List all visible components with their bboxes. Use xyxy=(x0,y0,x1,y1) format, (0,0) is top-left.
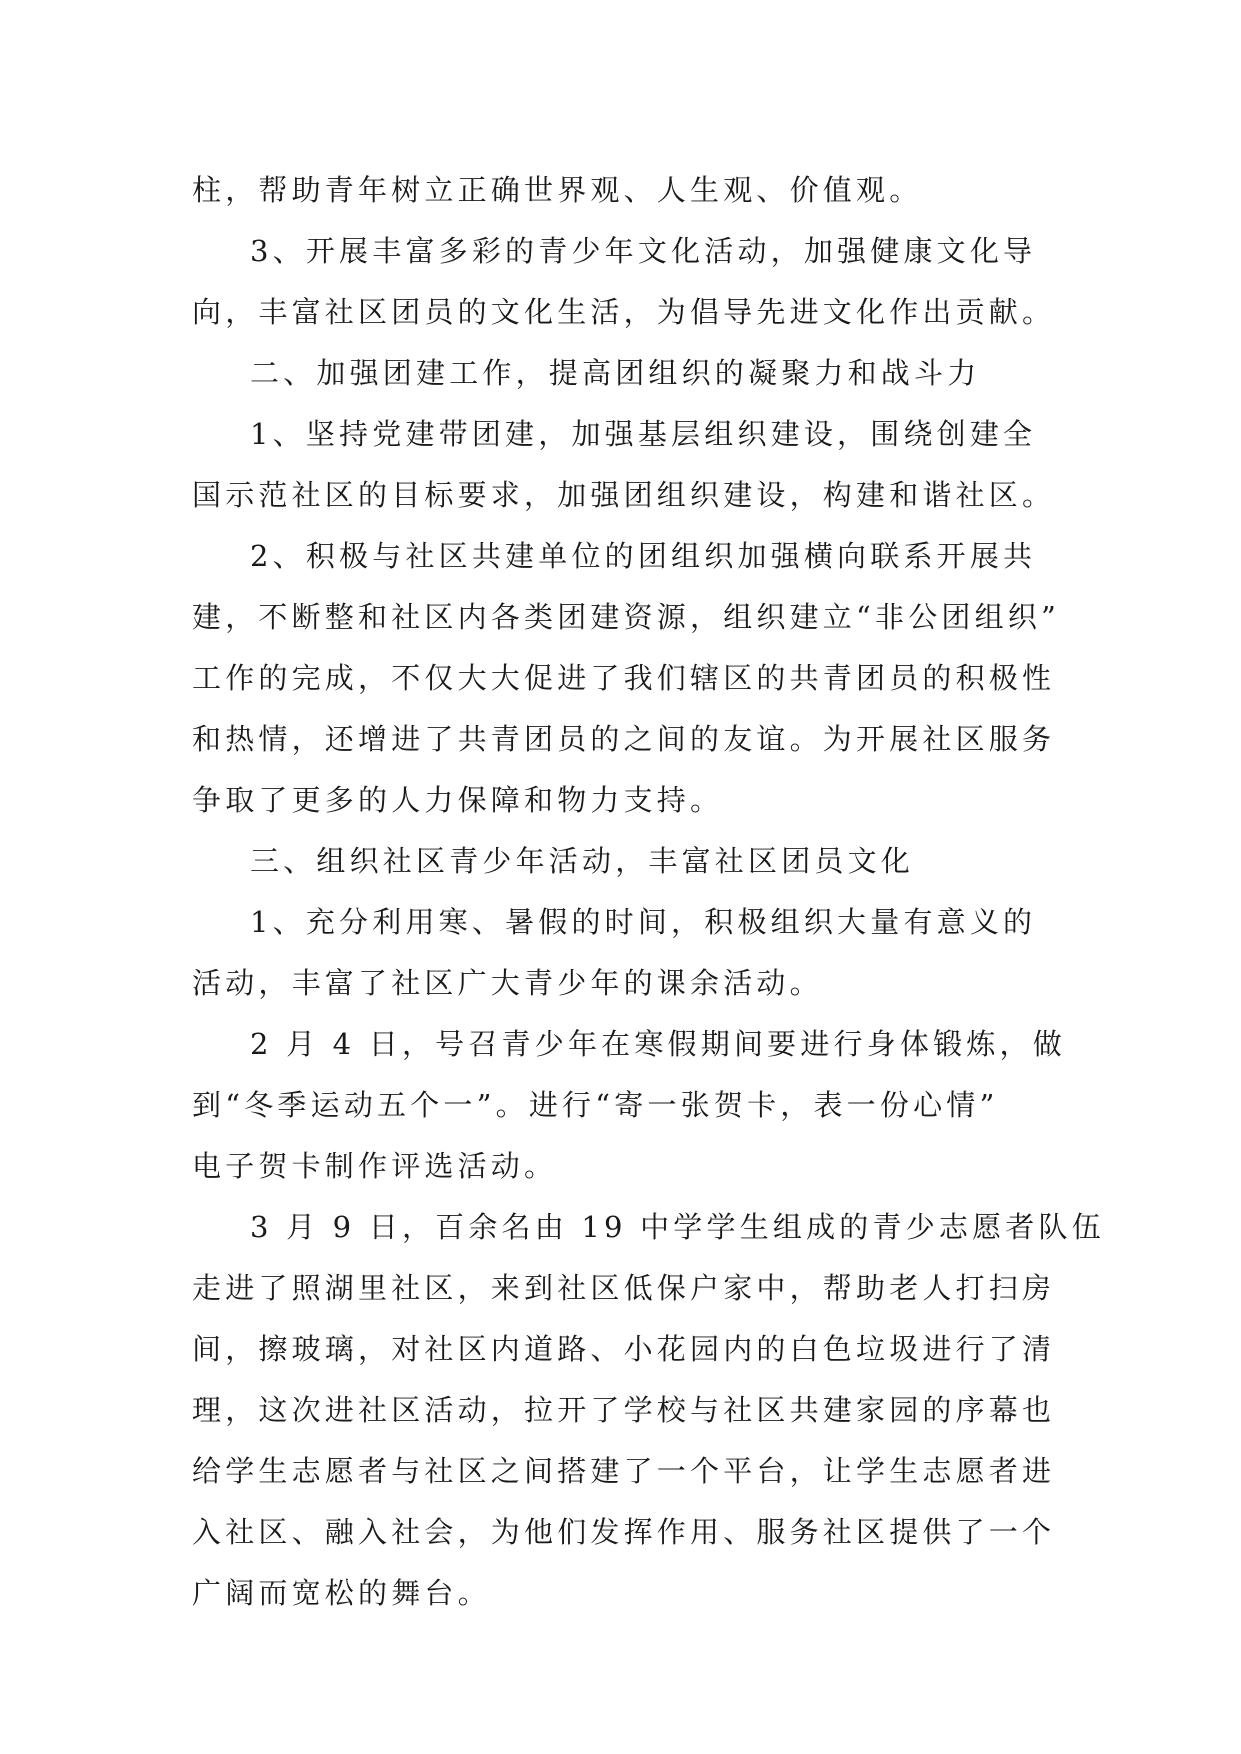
text-line: 2、积极与社区共建单位的团组织加强横向联系开展共 xyxy=(250,539,1037,573)
text-line: 向，丰富社区团员的文化生活，为倡导先进文化作出贡献。 xyxy=(192,295,1056,329)
text-line: 入社区、融入社会，为他们发挥作用、服务社区提供了一个 xyxy=(192,1515,1056,1549)
text-line: 3 月 9 日，百余名由 19 中学学生组成的青少志愿者队伍 xyxy=(250,1210,1105,1244)
text-line: 走进了照湖里社区，来到社区低保户家中，帮助老人打扫房 xyxy=(192,1271,1056,1305)
text-line: 和热情，还增进了共青团员的之间的友谊。为开展社区服务 xyxy=(192,722,1056,756)
text-line: 电子贺卡制作评选活动。 xyxy=(192,1149,558,1183)
text-line: 到“冬季运动五个一”。进行“寄一张贺卡，表一份心情” xyxy=(192,1088,999,1122)
section-heading: 二、加强团建工作，提高团组织的凝聚力和战斗力 xyxy=(250,356,981,390)
document-body xyxy=(192,160,1105,1624)
text-line: 1、坚持党建带团建，加强基层组织建设，围绕创建全 xyxy=(250,417,1037,451)
text-line: 1、充分利用寒、暑假的时间，积极组织大量有意义的 xyxy=(250,905,1037,939)
text-line: 国示范社区的目标要求，加强团组织建设，构建和谐社区。 xyxy=(192,478,1056,512)
text-line: 2 月 4 日，号召青少年在寒假期间要进行身体锻炼，做 xyxy=(250,1027,1066,1061)
text-line: 争取了更多的人力保障和物力支持。 xyxy=(192,783,724,817)
section-heading: 三、组织社区青少年活动，丰富社区团员文化 xyxy=(250,844,915,878)
text-line: 工作的完成，不仅大大促进了我们辖区的共青团员的积极性 xyxy=(192,661,1056,695)
text-line: 3、开展丰富多彩的青少年文化活动，加强健康文化导 xyxy=(250,234,1037,268)
text-line: 间，擦玻璃，对社区内道路、小花园内的白色垃圾进行了清 xyxy=(192,1332,1056,1366)
text-line: 理，这次进社区活动，拉开了学校与社区共建家园的序幕也 xyxy=(192,1393,1056,1427)
text-line: 给学生志愿者与社区之间搭建了一个平台，让学生志愿者进 xyxy=(192,1454,1056,1488)
text-line: 建，不断整和社区内各类团建资源，组织建立“非公团组织” xyxy=(192,600,1061,634)
text-line: 柱，帮助青年树立正确世界观、人生观、价值观。 xyxy=(192,173,923,207)
text-line: 活动，丰富了社区广大青少年的课余活动。 xyxy=(192,966,823,1000)
text-line: 广阔而宽松的舞台。 xyxy=(192,1576,491,1610)
